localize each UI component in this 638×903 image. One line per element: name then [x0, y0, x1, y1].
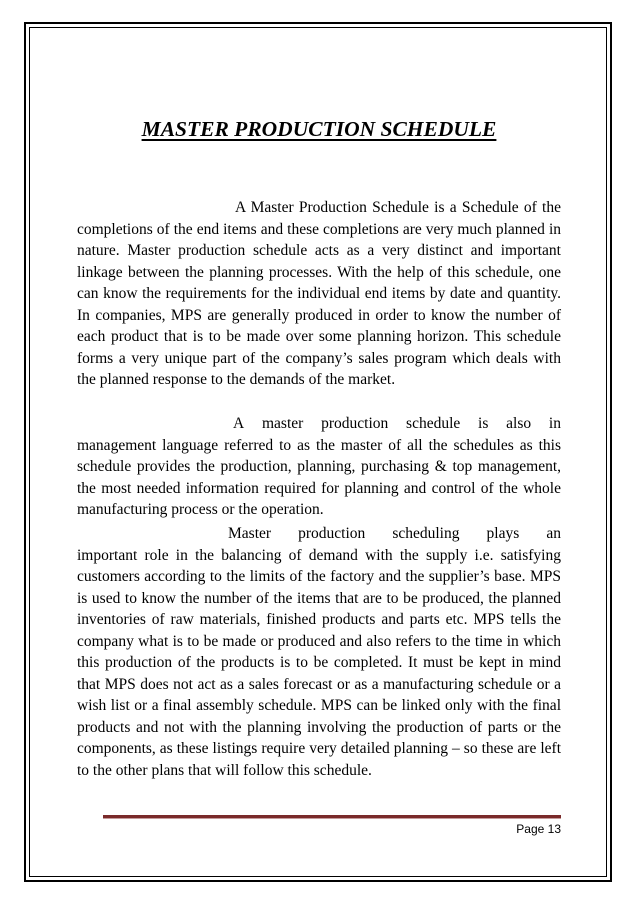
lead-word: an — [546, 525, 561, 542]
footer-divider — [103, 815, 561, 819]
lead-word: Master — [228, 525, 272, 542]
paragraph-2-lead-line — [77, 413, 561, 435]
page-number: Page 13 — [516, 822, 561, 836]
paragraph-3-body: important role in the balancing of demand with the supply i.e. satisfying customers according to the limits of the factory and the supplier’s base. MPS is used to know the number of the items that are to be produced, the planned inventories of raw materials, finished products and parts etc. MPS tells the company what is to be made or produced and also refers to the time in which this production of the products is to be completed. It must be kept in mind that MPS does not act as a sales forecast or as a manufacturing schedule or a wish list or a final assembly schedule. MPS can be linked only with the final products and not with the planning involving the production of parts or the components, as these listings require very detailed planning – so these are left to the other plans that will follow this schedule. — [77, 546, 561, 779]
lead-word: A — [233, 415, 245, 432]
lead-word: is — [478, 415, 489, 432]
lead-word: in — [548, 415, 561, 432]
lead-word: schedule — [406, 415, 461, 432]
lead-word: production — [298, 525, 366, 542]
paragraph-3-lead-line — [77, 523, 561, 545]
paragraph-2-body: management language referred to as the master of all the schedules as this schedule provides the production, planning, purchasing & top management, the most needed information required for planning and control of the whole manufacturing process or the operation. — [77, 436, 561, 518]
lead-word: master — [261, 415, 304, 432]
lead-word: also — [506, 415, 532, 432]
page-title: MASTER PRODUCTION SCHEDULE — [141, 117, 497, 141]
paragraph-3 — [77, 523, 561, 781]
lead-word: scheduling — [392, 525, 460, 542]
paragraph-2 — [77, 413, 561, 521]
lead-word: plays — [486, 525, 520, 542]
lead-word: production — [321, 415, 389, 432]
paragraph-1: A Master Production Schedule is a Schedule of the completions of the end items and these completions are very much planned in nature. Master production schedule acts as a very distinct and important linkage between the planning processes. With the help of this schedule, one can know the requirements for the individual end items by date and quantity. In companies, MPS are generally produced in order to know the number of each product that is to be made over some planning horizon. This schedule forms a very unique part of the company’s sales program which deals with the planned response to the demands of the market. — [77, 199, 561, 388]
